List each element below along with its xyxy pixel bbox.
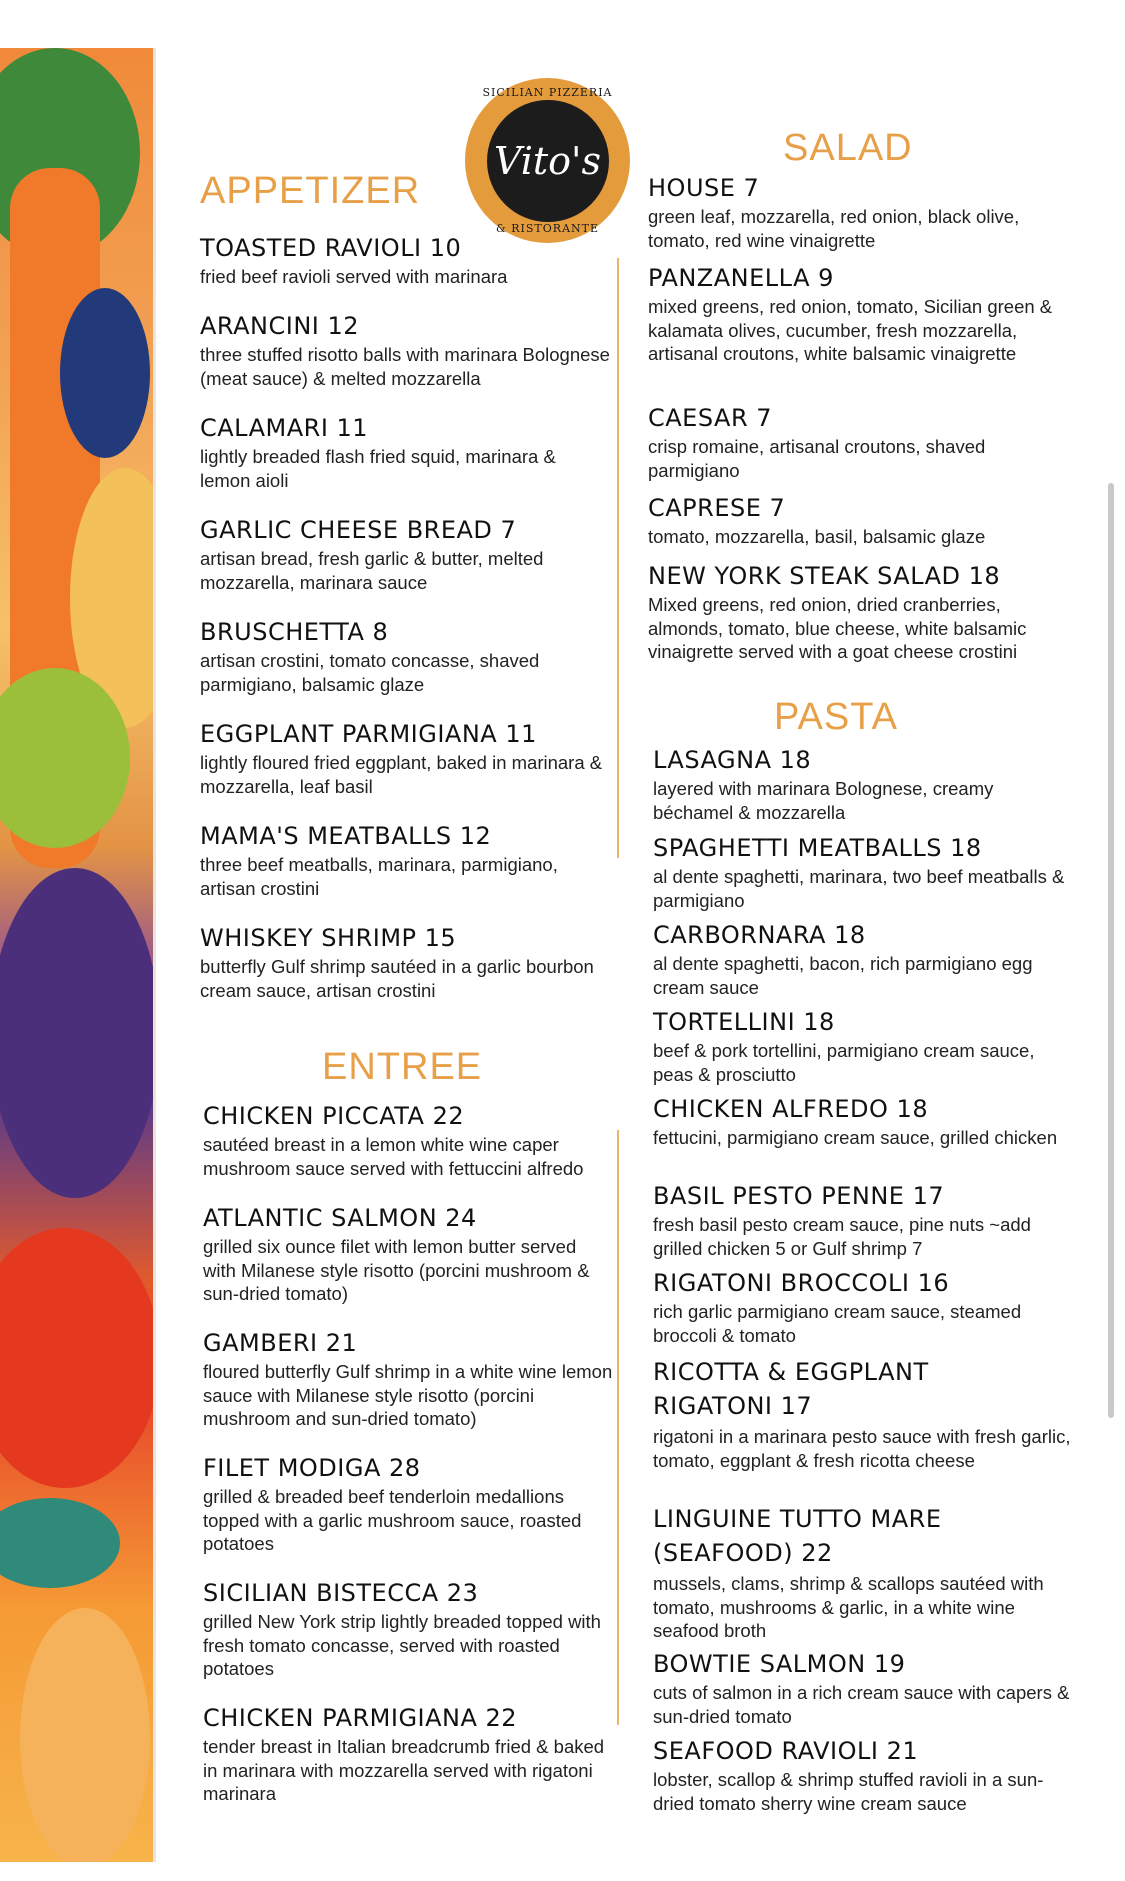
item-description: three stuffed risotto balls with marinara Bolognese (meat sauce) & melted mozzarella	[200, 344, 610, 389]
item-name: LINGUINE TUTTO MARE (SEAFOOD) 22	[653, 1505, 942, 1567]
item-description: floured butterfly Gulf shrimp in a white wine lemon sauce with Milanese style risotto (porcini mushroom and sun-dried tomato)	[203, 1361, 613, 1429]
pasta-heading: PASTA	[774, 696, 898, 738]
item-description: fettucini, parmigiano cream sauce, grilled chicken	[653, 1127, 1058, 1148]
menu-item	[653, 1181, 1078, 1260]
item-description: Mixed greens, red onion, dried cranberries, almonds, tomato, blue cheese, white balsamic vinaigrette served with a goat cheese crostini	[648, 594, 1027, 662]
item-name: SEAFOOD RAVIOLI 21	[653, 1737, 919, 1765]
item-description: grilled New York strip lightly breaded topped with fresh tomato concasse, served with roasted potatoes	[203, 1611, 601, 1679]
menu-item	[203, 1203, 613, 1306]
menu-item	[653, 745, 1078, 824]
menu-item	[203, 1101, 613, 1180]
item-name: PANZANELLA 9	[648, 264, 834, 292]
menu-item	[653, 1094, 1078, 1150]
item-description: fried beef ravioli served with marinara	[200, 266, 508, 287]
logo-script-text: Vito's	[493, 138, 602, 183]
item-name: TOASTED RAVIOLI 10	[200, 234, 462, 262]
item-name: SPAGHETTI MEATBALLS 18	[653, 834, 982, 862]
menu-item	[203, 1578, 613, 1681]
item-description: tender breast in Italian breadcrumb fried & baked in marinara with mozzarella served with rigatoni marinara	[203, 1736, 605, 1804]
menu-item	[200, 233, 620, 289]
item-description: grilled & breaded beef tenderloin medallions topped with a garlic mushroom sauce, roasted potatoes	[203, 1486, 582, 1554]
item-description: mussels, clams, shrimp & scallops sautéed with tomato, mushrooms & garlic, in a white wine seafood broth	[653, 1573, 1044, 1641]
item-name: ARANCINI 12	[200, 312, 360, 340]
menu-item	[653, 1502, 1044, 1643]
menu-item	[200, 311, 620, 390]
item-description: lightly floured fried eggplant, baked in marinara & mozzarella, leaf basil	[200, 752, 603, 797]
item-name: CALAMARI 11	[200, 414, 369, 442]
menu-item	[648, 561, 1078, 664]
item-name: CHICKEN PICCATA 22	[203, 1102, 465, 1130]
item-name: HOUSE 7	[648, 174, 760, 202]
item-description: artisan crostini, tomato concasse, shaved parmigiano, balsamic glaze	[200, 650, 540, 695]
menu-item	[653, 1355, 1071, 1472]
menu-item	[653, 1268, 1078, 1347]
item-description: rigatoni in a marinara pesto sauce with fresh garlic, tomato, eggplant & fresh ricotta cheese	[653, 1426, 1071, 1471]
item-name: CAPRESE 7	[648, 494, 786, 522]
menu-item	[653, 1007, 1078, 1086]
item-description: beef & pork tortellini, parmigiano cream sauce, peas & prosciutto	[653, 1040, 1035, 1085]
item-name: WHISKEY SHRIMP 15	[200, 924, 457, 952]
item-description: al dente spaghetti, bacon, rich parmigiano egg cream sauce	[653, 953, 1033, 998]
menu-item	[203, 1328, 613, 1431]
item-description: fresh basil pesto cream sauce, pine nuts ~add grilled chicken 5 or Gulf shrimp 7	[653, 1214, 1031, 1259]
item-name: CHICKEN PARMIGIANA 22	[203, 1704, 518, 1732]
item-name: ATLANTIC SALMON 24	[203, 1204, 477, 1232]
menu-item	[648, 263, 1078, 366]
menu-item	[648, 493, 1078, 549]
appetizer-heading: APPETIZER	[200, 170, 421, 212]
item-name: GAMBERI 21	[203, 1329, 358, 1357]
item-name: NEW YORK STEAK SALAD 18	[648, 562, 1001, 590]
item-name: TORTELLINI 18	[653, 1008, 835, 1036]
item-description: crisp romaine, artisanal croutons, shaved parmigiano	[648, 436, 986, 481]
art-border	[153, 48, 156, 1862]
item-description: tomato, mozzarella, basil, balsamic glaze	[648, 526, 986, 547]
menu-item	[653, 1736, 1078, 1815]
menu-item	[653, 920, 1078, 999]
menu-item	[203, 1703, 623, 1806]
item-description: three beef meatballs, marinara, parmigiano, artisan crostini	[200, 854, 558, 899]
item-name: CHICKEN ALFREDO 18	[653, 1095, 929, 1123]
item-description: rich garlic parmigiano cream sauce, steamed broccoli & tomato	[653, 1301, 1022, 1346]
vitos-logo	[465, 78, 630, 243]
item-name: EGGPLANT PARMIGIANA 11	[200, 720, 537, 748]
item-name: LASAGNA 18	[653, 746, 812, 774]
menu-item	[200, 821, 600, 900]
item-description: cuts of salmon in a rich cream sauce with capers & sun-dried tomato	[653, 1682, 1070, 1727]
item-description: green leaf, mozzarella, red onion, black olive, tomato, red wine vinaigrette	[648, 206, 1020, 251]
column-divider-bottom	[617, 1130, 619, 1725]
vertical-scrollbar[interactable]	[1108, 483, 1114, 1418]
item-description: layered with marinara Bolognese, creamy béchamel & mozzarella	[653, 778, 994, 823]
item-name: SICILIAN BISTECCA 23	[203, 1579, 479, 1607]
menu-item	[653, 833, 1078, 912]
item-description: lightly breaded flash fried squid, marinara & lemon aioli	[200, 446, 556, 491]
item-name: MAMA'S MEATBALLS 12	[200, 822, 492, 850]
salad-heading: SALAD	[783, 127, 913, 169]
item-description: sautéed breast in a lemon white wine caper mushroom sauce served with fettuccini alfredo	[203, 1134, 584, 1179]
menu-item	[648, 403, 1078, 482]
item-name: GARLIC CHEESE BREAD 7	[200, 516, 517, 544]
menu-item	[648, 173, 1078, 252]
menu-item	[200, 413, 600, 492]
entree-heading: ENTREE	[322, 1046, 483, 1088]
item-name: BASIL PESTO PENNE 17	[653, 1182, 945, 1210]
item-description: butterfly Gulf shrimp sautéed in a garlic bourbon cream sauce, artisan crostini	[200, 956, 594, 1001]
item-name: CAESAR 7	[648, 404, 773, 432]
item-description: al dente spaghetti, marinara, two beef meatballs & parmigiano	[653, 866, 1065, 911]
menu-item	[200, 617, 600, 696]
item-name: CARBORNARA 18	[653, 921, 866, 949]
item-description: grilled six ounce filet with lemon butter served with Milanese style risotto (porcini mushroom & sun-dried tomato)	[203, 1236, 590, 1304]
menu-item	[200, 923, 620, 1002]
logo-center	[487, 100, 609, 222]
menu-item	[200, 719, 620, 798]
item-description: mixed greens, red onion, tomato, Sicilian green & kalamata olives, cucumber, fresh mozzarella, artisanal croutons, white balsamic vinaigrette	[648, 296, 1053, 364]
item-name: FILET MODIGA 28	[203, 1454, 421, 1482]
item-description: lobster, scallop & shrimp stuffed ravioli in a sun-dried tomato sherry wine cream sauce	[653, 1769, 1044, 1814]
item-name: RICOTTA & EGGPLANT RIGATONI 17	[653, 1358, 929, 1420]
item-name: RIGATONI BROCCOLI 16	[653, 1269, 950, 1297]
menu-item	[200, 515, 600, 594]
menu-item	[653, 1649, 1078, 1728]
menu-item	[203, 1453, 613, 1556]
item-description: artisan bread, fresh garlic & butter, melted mozzarella, marinara sauce	[200, 548, 544, 593]
logo-ring-bottom-text: & RISTORANTE	[495, 222, 600, 235]
item-name: BOWTIE SALMON 19	[653, 1650, 906, 1678]
decorative-vegetable-painting	[0, 48, 156, 1862]
logo-ring-top-text: SICILIAN PIZZERIA	[482, 86, 613, 99]
item-name: BRUSCHETTA 8	[200, 618, 389, 646]
